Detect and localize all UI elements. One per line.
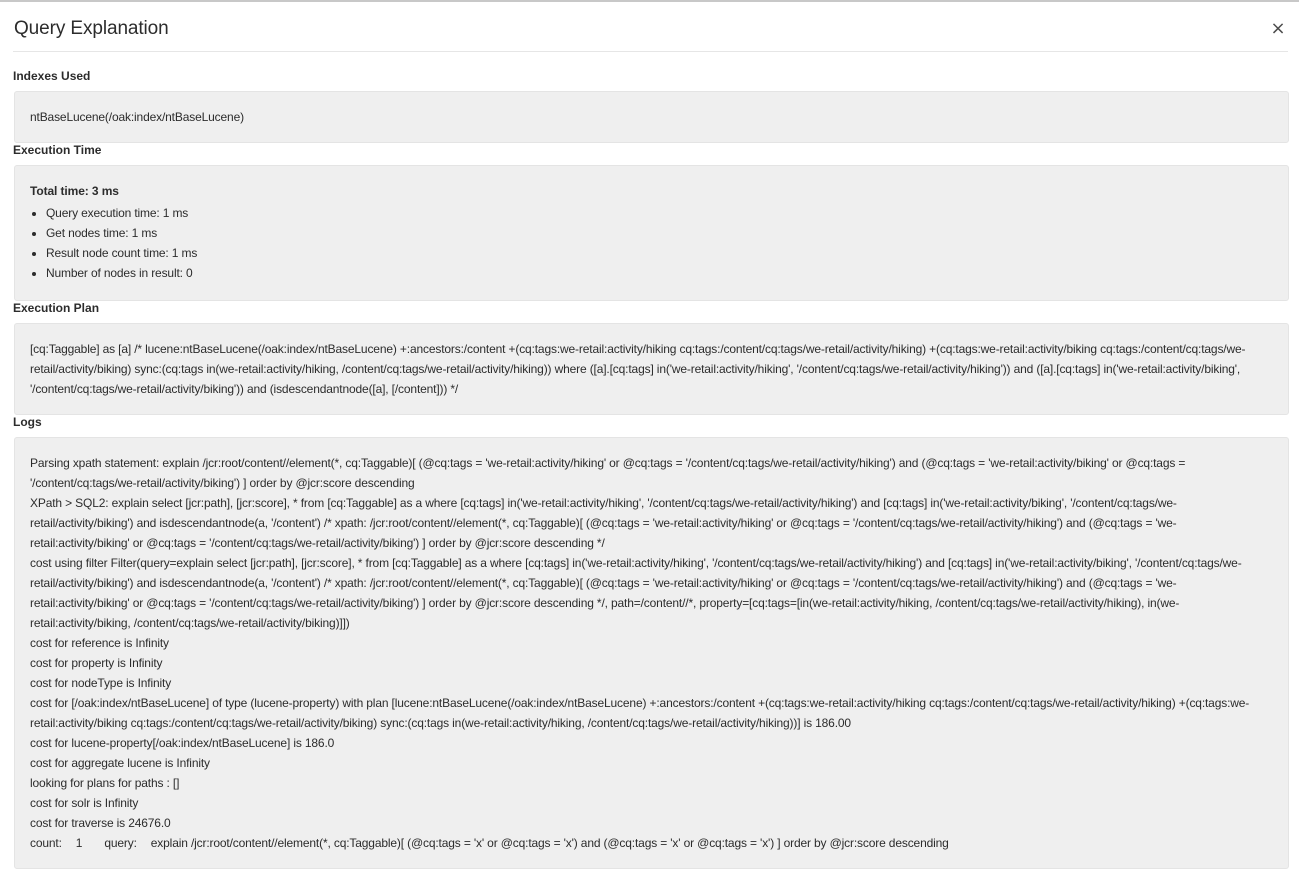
log-line: XPath > SQL2: explain select [jcr:path], [jcr:score], * from [cq:Taggable] as a where [cq:tags] in('we-retail:activity/hiking', '/content/cq:tags/we-retail/activity/hiking') and [cq:tags] in('we-retail:activity/biking', '/content/cq:tags/we-retail/activity/biking') and isdescendantnode(a, '/content') /* xpath: /jcr:root/content//element(*, cq:Taggable)[ (@cq:tags = 'we-retail:activity/hiking' or @cq:tags = '/content/cq:tags/we-retail/activity/hiking') and (@cq:tags = 'we-retail:activity/biking' or @cq:tags = '/content/cq:tags/we-retail/activity/biking') ] order by @jcr:score descending */ (30, 496, 1177, 550)
query-label: query: (104, 836, 137, 850)
execution-time-list (30, 203, 1273, 283)
list-item: • Query execution time: 1 ms (46, 203, 1273, 223)
count-value: 1 (75, 836, 83, 850)
dialog-header (13, 2, 1288, 52)
log-line: cost for aggregate lucene is Infinity (30, 756, 210, 770)
execution-time-heading: Execution Time (13, 143, 102, 157)
close-button[interactable]: × (1268, 19, 1288, 39)
indexes-used-panel (14, 91, 1289, 143)
log-line: cost for property is Infinity (30, 656, 163, 670)
list-item: • Get nodes time: 1 ms (46, 223, 1273, 243)
log-line: cost for [/oak:index/ntBaseLucene] of type (lucene-property) with plan [lucene:ntBaseLucene(/oak:index/ntBaseLucene) +:ancestors:/content +(cq:tags:we-retail:activity/hiking cq:tags:/content/cq:tags/we-retail/activity/hiking) +(cq:tags:we-retail:activity/biking cq:tags:/content/cq:tags/we-retail/activity/biking) sync:(cq:tags in(we-retail:activity/hiking, /content/cq:tags/we-retail/activity/hiking))] is 186.00 (30, 696, 1250, 730)
logs-heading: Logs (13, 415, 42, 429)
log-line: looking for plans for paths : [] (30, 776, 180, 790)
execution-plan-panel (14, 323, 1289, 415)
execution-plan-text: [cq:Taggable] as [a] /* lucene:ntBaseLucene(/oak:index/ntBaseLucene) +:ancestors:/content +(cq:tags:we-retail:activity/hiking cq:tags:/content/cq:tags/we-retail/activity/hiking) +(cq:tags:we-retail:activity/biking cq:tags:/content/cq:tags/we-retail/activity/biking) sync:(cq:tags in(we-retail:activity/hiking, /content/cq:tags/we-retail/activity/hiking)) where ([a].[cq:tags] in('we-retail:activity/hiking', '/content/cq:tags/we-retail/activity/hiking')) and ([a].[cq:tags] in('we-retail:activity/biking', '/content/cq:tags/we-retail/activity/biking')) and (isdescendantnode([a], [/content])) */ (30, 342, 1246, 396)
count-query-line (30, 833, 1273, 853)
indexes-used-heading: Indexes Used (13, 69, 91, 83)
execution-plan-heading: Execution Plan (13, 301, 100, 315)
log-line: cost for nodeType is Infinity (30, 676, 172, 690)
list-item: • Number of nodes in result: 0 (46, 263, 1273, 283)
index-value: ntBaseLucene(/oak:index/ntBaseLucene) (30, 110, 244, 124)
dialog-title: Query Explanation (14, 18, 169, 39)
logs-panel (14, 437, 1289, 869)
log-line: cost for solr is Infinity (30, 796, 139, 810)
count-label: count: (30, 836, 62, 850)
log-line: cost for reference is Infinity (30, 636, 169, 650)
list-item: • Result node count time: 1 ms (46, 243, 1273, 263)
execution-time-panel (14, 165, 1289, 301)
total-time: Total time: 3 ms (30, 184, 119, 198)
log-line: cost for lucene-property[/oak:index/ntBaseLucene] is 186.0 (30, 736, 335, 750)
log-line: Parsing xpath statement: explain /jcr:root/content//element(*, cq:Taggable)[ (@cq:tags = 'we-retail:activity/hiking' or @cq:tags = '/content/cq:tags/we-retail/activity/hiking') and (@cq:tags = 'we-retail:activity/biking' or @cq:tags = '/content/cq:tags/we-retail/activity/biking') ] order by @jcr:score descending (30, 456, 1186, 490)
log-line: cost for traverse is 24676.0 (30, 816, 171, 830)
query-value: explain /jcr:root/content//element(*, cq:Taggable)[ (@cq:tags = 'x' or @cq:tags = 'x') and (@cq:tags = 'x' or @cq:tags = 'x') ] order by @jcr:score descending (150, 836, 949, 850)
log-line: cost using filter Filter(query=explain select [jcr:path], [jcr:score], * from [cq:Taggable] as a where [cq:tags] in('we-retail:activity/hiking', '/content/cq:tags/we-retail/activity/hiking') and [cq:tags] in('we-retail:activity/biking', '/content/cq:tags/we-retail/activity/biking') and isdescendantnode(a, '/content') /* xpath: /jcr:root/content//element(*, cq:Taggable)[ (@cq:tags = 'we-retail:activity/hiking' or @cq:tags = '/content/cq:tags/we-retail/activity/hiking') and (@cq:tags = 'we-retail:activity/biking' or @cq:tags = '/content/cq:tags/we-retail/activity/biking') ] order by @jcr:score descending */, path=/content//*, property=[cq:tags=[in(we-retail:activity/hiking, /content/cq:tags/we-retail/activity/hiking), in(we-retail:activity/biking, /content/cq:tags/we-retail/activity/biking)]]) (30, 556, 1242, 630)
